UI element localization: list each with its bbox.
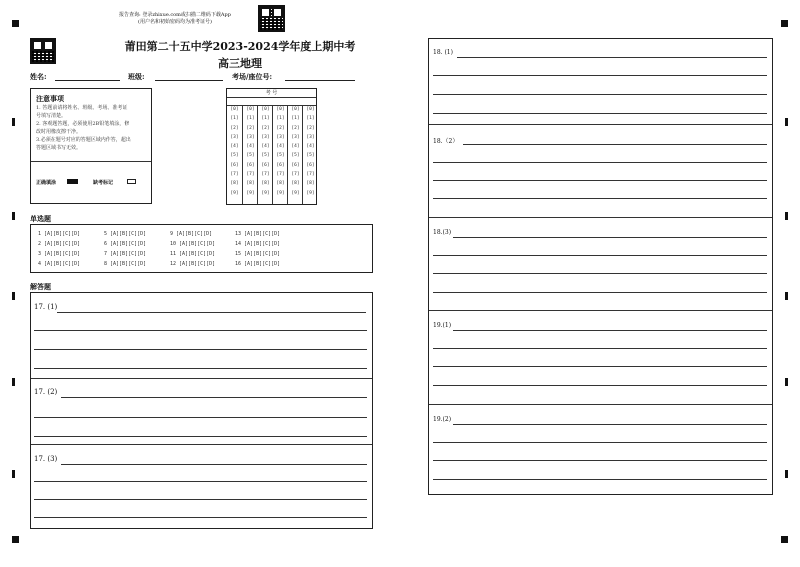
notice-title: 注意事项 <box>36 94 64 103</box>
notice-divider <box>31 161 151 162</box>
mcq-item[interactable]: 10 [A][B][C][D] <box>170 241 216 247</box>
mcq-item[interactable]: 11 [A][B][C][D] <box>170 251 216 257</box>
answer-box-left <box>30 292 373 529</box>
exam-digit-bubble[interactable]: [1] <box>246 116 255 122</box>
exam-digit-bubble[interactable]: [7] <box>276 172 285 178</box>
exam-digit-bubble[interactable]: [9] <box>261 190 270 196</box>
exam-digit-bubble[interactable]: [1] <box>276 116 285 122</box>
section-divider <box>429 124 772 125</box>
exam-digit-bubble[interactable]: [9] <box>306 190 315 196</box>
side-mark <box>12 378 15 386</box>
registration-mark-top-left <box>12 20 19 27</box>
exam-digit-bubble[interactable]: [0] <box>306 107 315 112</box>
exam-digit-bubble[interactable]: [0] <box>276 107 285 112</box>
question-19-2-label: 19.(2) <box>433 416 452 423</box>
question-17-3-label: 17. (3) <box>34 455 58 463</box>
question-18-1-label: 18. (1) <box>433 49 453 56</box>
exam-digit-bubble[interactable]: [6] <box>291 162 300 168</box>
registration-mark-bottom-right <box>781 536 788 543</box>
notice-text: 1. 答题前请将姓名、班级、考场、准考证 号填写清楚。 2. 客观题答题，必须使用2B铅笔填涂，修 改时用橡皮擦干净。 3.必须在题号对应的答题区域内作答，超出 答题区域书写无效。 <box>36 105 131 151</box>
mcq-item[interactable]: 1 [A][B][C][D] <box>38 231 81 237</box>
mcq-item[interactable]: 9 [A][B][C][D] <box>170 231 213 237</box>
exam-digit-bubble[interactable]: [7] <box>291 172 300 178</box>
absent-mark-label: 缺考标记 <box>93 180 114 186</box>
answer-line[interactable] <box>34 517 367 518</box>
exam-digit-bubble[interactable]: [8] <box>230 181 239 187</box>
answer-line[interactable] <box>457 57 767 58</box>
side-mark <box>12 470 15 478</box>
answer-line[interactable] <box>453 330 767 331</box>
student-qr-code <box>30 38 56 64</box>
exam-number-header: 考 号 <box>265 90 278 96</box>
exam-number-column[interactable] <box>302 105 318 204</box>
question-17-2-label: 17. (2) <box>34 388 58 396</box>
mcq-item[interactable]: 4 [A][B][C][D] <box>38 261 81 267</box>
exam-digit-bubble[interactable]: [4] <box>230 144 239 150</box>
answer-line[interactable] <box>433 255 767 256</box>
exam-digit-bubble[interactable]: [8] <box>306 181 315 187</box>
side-mark <box>785 292 788 300</box>
answer-line[interactable] <box>433 292 767 293</box>
exam-digit-bubble[interactable]: [2] <box>230 125 239 131</box>
exam-digit-bubble[interactable]: [0] <box>261 107 270 112</box>
exam-digit-bubble[interactable]: [6] <box>230 162 239 168</box>
question-19-1-label: 19.(1) <box>433 322 452 329</box>
exam-number-column[interactable] <box>287 105 303 204</box>
answer-line[interactable] <box>453 237 767 238</box>
exam-digit-bubble[interactable]: [8] <box>291 181 300 187</box>
answer-line[interactable] <box>433 94 767 95</box>
section-divider <box>31 378 372 379</box>
exam-digit-bubble[interactable]: [2] <box>291 125 300 131</box>
exam-digit-bubble[interactable]: [3] <box>306 134 315 140</box>
answer-line[interactable] <box>433 460 767 461</box>
answer-line[interactable] <box>453 424 767 425</box>
mcq-item[interactable]: 14 [A][B][C][D] <box>235 241 281 247</box>
answer-line[interactable] <box>34 330 367 331</box>
exam-digit-bubble[interactable]: [2] <box>306 125 315 131</box>
exam-digit-bubble[interactable]: [9] <box>276 190 285 196</box>
answer-line[interactable] <box>433 198 767 199</box>
answer-line[interactable] <box>34 368 367 369</box>
exam-digit-bubble[interactable]: [0] <box>291 107 300 112</box>
exam-digit-bubble[interactable]: [1] <box>291 116 300 122</box>
answer-line[interactable] <box>433 113 767 114</box>
mcq-item[interactable]: 15 [A][B][C][D] <box>235 251 281 257</box>
section-divider <box>429 404 772 405</box>
mcq-item[interactable]: 12 [A][B][C][D] <box>170 261 216 267</box>
exam-digit-bubble[interactable]: [4] <box>246 144 255 150</box>
correct-fill-label: 正确填涂 <box>36 180 57 186</box>
class-field[interactable] <box>155 80 223 81</box>
exam-digit-bubble[interactable]: [6] <box>276 162 285 168</box>
exam-digit-bubble[interactable]: [6] <box>306 162 315 168</box>
answers-section-title: 解答题 <box>30 282 51 291</box>
exam-digit-bubble[interactable]: [9] <box>291 190 300 196</box>
exam-digit-bubble[interactable]: [6] <box>246 162 255 168</box>
side-mark <box>785 118 788 126</box>
side-mark <box>785 212 788 220</box>
mcq-item[interactable]: 13 [A][B][C][D] <box>235 231 281 237</box>
section-divider <box>31 444 372 445</box>
answer-line[interactable] <box>61 397 367 398</box>
side-mark <box>785 470 788 478</box>
exam-digit-bubble[interactable]: [3] <box>276 134 285 140</box>
exam-title: 莆田第二十五中学2023-2024学年度上期中考 高三地理 <box>124 40 356 70</box>
exam-digit-bubble[interactable]: [3] <box>230 134 239 140</box>
exam-digit-bubble[interactable]: [4] <box>261 144 270 150</box>
notice-box <box>30 88 152 204</box>
exam-digit-bubble[interactable]: [9] <box>246 190 255 196</box>
side-mark <box>12 292 15 300</box>
question-17-1-label: 17. (1) <box>34 303 58 311</box>
mcq-section-title: 单选题 <box>30 214 51 223</box>
answer-box-right <box>428 38 773 495</box>
app-download-qr-code <box>258 5 285 32</box>
answer-line[interactable] <box>34 436 367 437</box>
name-label: 姓名: <box>30 72 47 81</box>
answer-line[interactable] <box>433 180 767 181</box>
exam-digit-bubble[interactable]: [3] <box>261 134 270 140</box>
exam-digit-bubble[interactable]: [8] <box>246 181 255 187</box>
exam-digit-bubble[interactable]: [7] <box>306 172 315 178</box>
exam-digit-bubble[interactable]: [5] <box>306 153 315 159</box>
exam-digit-bubble[interactable]: [0] <box>246 107 255 112</box>
answer-line[interactable] <box>433 366 767 367</box>
answer-line[interactable] <box>433 273 767 274</box>
exam-digit-bubble[interactable]: [8] <box>276 181 285 187</box>
exam-number-grid <box>226 88 317 205</box>
exam-digit-bubble[interactable]: [3] <box>246 134 255 140</box>
answer-line[interactable] <box>463 144 767 145</box>
answer-line[interactable] <box>34 417 367 418</box>
registration-mark-bottom-left <box>12 536 19 543</box>
question-18-3-label: 18.(3) <box>433 229 452 236</box>
exam-digit-bubble[interactable]: [2] <box>276 125 285 131</box>
exam-digit-bubble[interactable]: [5] <box>246 153 255 159</box>
exam-digit-bubble[interactable]: [4] <box>276 144 285 150</box>
exam-digit-bubble[interactable]: [4] <box>306 144 315 150</box>
answer-line[interactable] <box>34 481 367 482</box>
answer-line[interactable] <box>433 442 767 443</box>
section-divider <box>429 217 772 218</box>
answer-line[interactable] <box>433 75 767 76</box>
side-mark <box>12 212 15 220</box>
answer-line[interactable] <box>57 312 366 313</box>
answer-line[interactable] <box>433 162 767 163</box>
name-field[interactable] <box>55 80 120 81</box>
mcq-item[interactable]: 16 [A][B][C][D] <box>235 261 281 267</box>
exam-digit-bubble[interactable]: [0] <box>230 107 239 112</box>
exam-digit-bubble[interactable]: [2] <box>246 125 255 131</box>
exam-digit-bubble[interactable]: [9] <box>230 190 239 196</box>
mcq-item[interactable]: 6 [A][B][C][D] <box>104 241 147 247</box>
exam-number-column[interactable] <box>272 105 288 204</box>
answer-line[interactable] <box>34 349 367 350</box>
exam-digit-bubble[interactable]: [4] <box>291 144 300 150</box>
absent-mark-box[interactable] <box>127 179 136 184</box>
seat-label: 考场/座位号: <box>232 72 273 81</box>
exam-digit-bubble[interactable]: [7] <box>230 172 239 178</box>
exam-number-columns <box>227 105 316 204</box>
class-label: 班级: <box>128 72 145 81</box>
exam-digit-bubble[interactable]: [5] <box>291 153 300 159</box>
exam-digit-bubble[interactable]: [8] <box>261 181 270 187</box>
answer-line[interactable] <box>433 479 767 480</box>
side-mark <box>785 378 788 386</box>
exam-digit-bubble[interactable]: [5] <box>261 153 270 159</box>
exam-number-column[interactable] <box>257 105 273 204</box>
exam-number-column[interactable] <box>227 105 242 204</box>
exam-digit-bubble[interactable]: [1] <box>306 116 315 122</box>
registration-mark-top-right <box>781 20 788 27</box>
correct-fill-sample <box>67 179 78 184</box>
exam-digit-bubble[interactable]: [5] <box>230 153 239 159</box>
exam-digit-bubble[interactable]: [7] <box>261 172 270 178</box>
answer-line[interactable] <box>34 499 367 500</box>
side-mark <box>12 118 15 126</box>
exam-digit-bubble[interactable]: [7] <box>246 172 255 178</box>
question-18-2-label: 18.（2） <box>433 138 459 145</box>
seat-field[interactable] <box>285 80 355 81</box>
mcq-item[interactable]: 5 [A][B][C][D] <box>104 231 147 237</box>
exam-digit-bubble[interactable]: [1] <box>230 116 239 122</box>
exam-number-column[interactable] <box>242 105 258 204</box>
exam-digit-bubble[interactable]: [1] <box>261 116 270 122</box>
report-query-note: 报告查询: 登录zhixue.com或扫描二维码下载App (用户名和初始密码均为准考证号) <box>119 12 231 25</box>
mcq-item[interactable]: 7 [A][B][C][D] <box>104 251 147 257</box>
answer-line[interactable] <box>433 348 767 349</box>
section-divider <box>429 310 772 311</box>
mcq-item[interactable]: 3 [A][B][C][D] <box>38 251 81 257</box>
mcq-box <box>30 224 373 273</box>
exam-digit-bubble[interactable]: [6] <box>261 162 270 168</box>
exam-digit-bubble[interactable]: [2] <box>261 125 270 131</box>
exam-digit-bubble[interactable]: [5] <box>276 153 285 159</box>
mcq-item[interactable]: 2 [A][B][C][D] <box>38 241 81 247</box>
answer-line[interactable] <box>61 464 367 465</box>
mcq-item[interactable]: 8 [A][B][C][D] <box>104 261 147 267</box>
exam-digit-bubble[interactable]: [3] <box>291 134 300 140</box>
answer-line[interactable] <box>433 385 767 386</box>
